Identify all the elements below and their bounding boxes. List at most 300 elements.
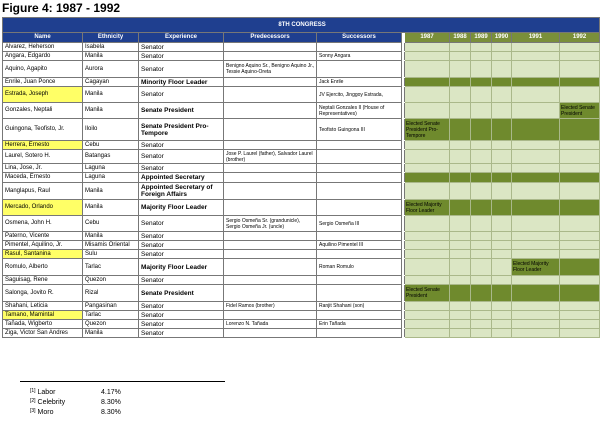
footnote-divider xyxy=(20,381,225,382)
experience-cell: Senate President xyxy=(139,285,224,302)
year-cell-1990 xyxy=(492,241,512,250)
senator-name: Gonzales, Neptali xyxy=(3,103,83,119)
table-row xyxy=(3,61,600,78)
year-cell-1988 xyxy=(450,150,471,164)
year-cell-1992 xyxy=(560,78,600,87)
senator-name: Maceda, Ernesto xyxy=(3,173,83,183)
year-cell-1988 xyxy=(450,173,471,183)
year-cell-1992: Elected Senate President xyxy=(560,103,600,119)
year-cell-1987: Elected Senate President Pro-Tempore xyxy=(405,119,450,141)
year-cell-1991 xyxy=(512,43,560,52)
experience-cell: Senator xyxy=(139,61,224,78)
predecessors-cell xyxy=(224,87,317,103)
year-cell-1991 xyxy=(512,285,560,302)
year-cell-1989 xyxy=(471,141,492,150)
year-cell-1990 xyxy=(492,200,512,216)
year-cell-1989 xyxy=(471,311,492,320)
successors-cell xyxy=(317,150,402,164)
year-cell-1988 xyxy=(450,61,471,78)
senator-name: Pimentel, Aquilino, Jr. xyxy=(3,241,83,250)
table-row xyxy=(3,78,600,87)
year-cell-1990 xyxy=(492,285,512,302)
year-cell-1989 xyxy=(471,119,492,141)
year-cell-1990 xyxy=(492,164,512,173)
table-row xyxy=(3,232,600,241)
year-cell-1987 xyxy=(405,150,450,164)
experience-cell: Appointed Secretary of Foreign Affairs xyxy=(139,183,224,200)
successors-cell xyxy=(317,164,402,173)
legend-label: Celebrity xyxy=(37,399,66,406)
year-cell-1988 xyxy=(450,164,471,173)
year-cell-1991 xyxy=(512,61,560,78)
successors-cell xyxy=(317,43,402,52)
table-row xyxy=(3,216,600,232)
year-cell-1989 xyxy=(471,103,492,119)
predecessors-cell xyxy=(224,285,317,302)
year-cell-1988 xyxy=(450,232,471,241)
header-name: Name xyxy=(3,33,83,43)
ethnicity-cell: Pangasinan xyxy=(83,302,139,311)
senator-name: Herrera, Ernesto xyxy=(3,141,83,150)
figure-title: Figure 4: 1987 - 1992 xyxy=(2,1,121,15)
year-cell-1990 xyxy=(492,61,512,78)
experience-cell: Senate President xyxy=(139,103,224,119)
experience-cell: Appointed Secretary xyxy=(139,173,224,183)
successors-cell xyxy=(317,311,402,320)
year-cell-1989 xyxy=(471,164,492,173)
year-cell-1988 xyxy=(450,183,471,200)
year-cell-1990 xyxy=(492,141,512,150)
header-predecessors: Predecessors xyxy=(224,33,317,43)
successors-cell: Roman Romulo xyxy=(317,259,402,276)
year-cell-1987 xyxy=(405,87,450,103)
predecessors-cell xyxy=(224,329,317,338)
year-cell-1990 xyxy=(492,119,512,141)
year-cell-1988 xyxy=(450,302,471,311)
successors-cell xyxy=(317,183,402,200)
year-cell-1987 xyxy=(405,311,450,320)
year-cell-1987 xyxy=(405,250,450,259)
predecessors-cell xyxy=(224,173,317,183)
table-row xyxy=(3,200,600,216)
header-year-1992: 1992 xyxy=(560,33,600,43)
senator-name: Ziga, Victor San Andres xyxy=(3,329,83,338)
year-cell-1987 xyxy=(405,302,450,311)
year-cell-1991 xyxy=(512,52,560,61)
successors-cell xyxy=(317,173,402,183)
year-cell-1990 xyxy=(492,311,512,320)
predecessors-cell xyxy=(224,164,317,173)
year-cell-1991 xyxy=(512,87,560,103)
year-cell-1992 xyxy=(560,311,600,320)
experience-cell: Senator xyxy=(139,250,224,259)
table-row xyxy=(3,87,600,103)
year-cell-1989 xyxy=(471,250,492,259)
successors-cell: Erin Tañada xyxy=(317,320,402,329)
header-successors: Successors xyxy=(317,33,402,43)
ethnicity-cell: Tarlac xyxy=(83,259,139,276)
experience-cell: Senator xyxy=(139,329,224,338)
successors-cell: Teofisto Guingona III xyxy=(317,119,402,141)
year-cell-1990 xyxy=(492,78,512,87)
year-cell-1992 xyxy=(560,43,600,52)
year-cell-1989 xyxy=(471,52,492,61)
year-cell-1991 xyxy=(512,103,560,119)
senator-name: Guingona, Teofisto, Jr. xyxy=(3,119,83,141)
successors-cell xyxy=(317,285,402,302)
year-cell-1988 xyxy=(450,285,471,302)
year-cell-1992 xyxy=(560,61,600,78)
senator-name: Alvarez, Heherson xyxy=(3,43,83,52)
ethnicity-cell: Laguna xyxy=(83,173,139,183)
year-cell-1990 xyxy=(492,183,512,200)
year-cell-1990 xyxy=(492,320,512,329)
year-cell-1991 xyxy=(512,232,560,241)
ethnicity-cell: Manila xyxy=(83,200,139,216)
header-year-1990: 1990 xyxy=(492,33,512,43)
year-cell-1992 xyxy=(560,232,600,241)
year-cell-1987: Elected Majority Floor Leader xyxy=(405,200,450,216)
experience-cell: Senator xyxy=(139,141,224,150)
year-cell-1987 xyxy=(405,43,450,52)
year-cell-1992 xyxy=(560,200,600,216)
year-cell-1987 xyxy=(405,320,450,329)
year-cell-1987 xyxy=(405,276,450,285)
table-row xyxy=(3,173,600,183)
experience-cell: Senator xyxy=(139,276,224,285)
ethnicity-cell: Laguna xyxy=(83,164,139,173)
predecessors-cell xyxy=(224,141,317,150)
year-cell-1989 xyxy=(471,78,492,87)
year-cell-1988 xyxy=(450,276,471,285)
year-cell-1989 xyxy=(471,183,492,200)
year-cell-1988 xyxy=(450,103,471,119)
year-cell-1988 xyxy=(450,259,471,276)
ethnicity-cell: Manila xyxy=(83,232,139,241)
year-cell-1987 xyxy=(405,241,450,250)
year-cell-1992 xyxy=(560,52,600,61)
experience-cell: Senator xyxy=(139,150,224,164)
ethnicity-cell: Quezon xyxy=(83,320,139,329)
year-cell-1989 xyxy=(471,232,492,241)
year-cell-1989 xyxy=(471,150,492,164)
year-cell-1992 xyxy=(560,276,600,285)
experience-cell: Senate President Pro-Tempore xyxy=(139,119,224,141)
year-cell-1991 xyxy=(512,164,560,173)
table-row xyxy=(3,119,600,141)
footnote-legend xyxy=(30,388,170,418)
header-year-1989: 1989 xyxy=(471,33,492,43)
header-year-1987: 1987 xyxy=(405,33,450,43)
year-cell-1991 xyxy=(512,311,560,320)
successors-cell xyxy=(317,200,402,216)
experience-cell: Senator xyxy=(139,320,224,329)
year-cell-1989 xyxy=(471,87,492,103)
year-cell-1992 xyxy=(560,119,600,141)
ethnicity-cell: Manila xyxy=(83,52,139,61)
header-ethnicity: Ethnicity xyxy=(83,33,139,43)
senator-name: Saguisag, Rene xyxy=(3,276,83,285)
year-cell-1992 xyxy=(560,173,600,183)
ethnicity-cell: Manila xyxy=(83,103,139,119)
ethnicity-cell: Tarlac xyxy=(83,311,139,320)
year-cell-1990 xyxy=(492,52,512,61)
year-cell-1992 xyxy=(560,320,600,329)
year-cell-1991 xyxy=(512,183,560,200)
year-cell-1992 xyxy=(560,302,600,311)
predecessors-cell xyxy=(224,200,317,216)
year-cell-1987 xyxy=(405,183,450,200)
year-cell-1989 xyxy=(471,329,492,338)
senator-name: Tañada, Wigberto xyxy=(3,320,83,329)
year-cell-1988 xyxy=(450,216,471,232)
year-cell-1990 xyxy=(492,87,512,103)
year-cell-1988 xyxy=(450,329,471,338)
experience-cell: Majority Floor Leader xyxy=(139,200,224,216)
table-row xyxy=(3,311,600,320)
successors-cell xyxy=(317,329,402,338)
table-row xyxy=(3,150,600,164)
legend-label: Labor xyxy=(37,389,56,396)
year-cell-1991 xyxy=(512,119,560,141)
successors-cell xyxy=(317,276,402,285)
year-cell-1992 xyxy=(560,250,600,259)
ethnicity-cell: Manila xyxy=(83,183,139,200)
year-cell-1987 xyxy=(405,52,450,61)
predecessors-cell xyxy=(224,241,317,250)
year-cell-1989 xyxy=(471,285,492,302)
successors-cell xyxy=(317,61,402,78)
year-cell-1988 xyxy=(450,311,471,320)
ethnicity-cell: Sulu xyxy=(83,250,139,259)
senator-name: Enrile, Juan Ponce xyxy=(3,78,83,87)
predecessors-cell xyxy=(224,78,317,87)
year-cell-1991 xyxy=(512,150,560,164)
table-row xyxy=(3,329,600,338)
predecessors-cell xyxy=(224,103,317,119)
table-row xyxy=(3,320,600,329)
year-cell-1991 xyxy=(512,173,560,183)
year-cell-1990 xyxy=(492,43,512,52)
year-cell-1989 xyxy=(471,61,492,78)
ethnicity-cell: Cebu xyxy=(83,141,139,150)
ethnicity-cell: Manila xyxy=(83,87,139,103)
year-cell-1992 xyxy=(560,141,600,150)
year-cell-1990 xyxy=(492,150,512,164)
footnote-mark: [2] xyxy=(30,398,36,404)
year-cell-1989 xyxy=(471,200,492,216)
predecessors-cell xyxy=(224,311,317,320)
table-row xyxy=(3,141,600,150)
year-cell-1987 xyxy=(405,61,450,78)
predecessors-cell xyxy=(224,43,317,52)
year-cell-1988 xyxy=(450,200,471,216)
year-cell-1987 xyxy=(405,329,450,338)
senator-name: Osmena, John H. xyxy=(3,216,83,232)
successors-cell: Aquilino Pimentel III xyxy=(317,241,402,250)
year-cell-1991: Elected Majority Floor Leader xyxy=(512,259,560,276)
year-cell-1989 xyxy=(471,259,492,276)
experience-cell: Senator xyxy=(139,164,224,173)
year-cell-1987: Elected Senate President xyxy=(405,285,450,302)
year-cell-1991 xyxy=(512,250,560,259)
header-year-1991: 1991 xyxy=(512,33,560,43)
year-cell-1988 xyxy=(450,43,471,52)
year-cell-1992 xyxy=(560,183,600,200)
year-cell-1991 xyxy=(512,200,560,216)
predecessors-cell xyxy=(224,119,317,141)
table-row xyxy=(3,183,600,200)
year-cell-1987 xyxy=(405,216,450,232)
predecessors-cell: Benigno Aquino Sr., Benigno Aquino Jr., Tessie Aquino-Oreta xyxy=(224,61,317,78)
footnote-mark: [1] xyxy=(30,388,36,394)
table-row xyxy=(3,164,600,173)
predecessors-cell: Fidel Ramos (brother) xyxy=(224,302,317,311)
successors-cell: Sergio Osmeña III xyxy=(317,216,402,232)
ethnicity-cell: Manila xyxy=(83,329,139,338)
legend-item xyxy=(30,398,170,408)
predecessors-cell xyxy=(224,52,317,61)
successors-cell: Ranjit Shahani (son) xyxy=(317,302,402,311)
successors-cell: JV Ejercito, Jinggoy Estrada, xyxy=(317,87,402,103)
ethnicity-cell: Isabela xyxy=(83,43,139,52)
senator-name: Rasul, Santanina xyxy=(3,250,83,259)
year-cell-1991 xyxy=(512,329,560,338)
successors-cell: Jack Enrile xyxy=(317,78,402,87)
legend-label: Moro xyxy=(37,409,54,416)
legend-value: 4.17% xyxy=(101,389,121,396)
header-experience: Experience xyxy=(139,33,224,43)
senator-name: Aquino, Agapito xyxy=(3,61,83,78)
year-cell-1989 xyxy=(471,216,492,232)
legend-value: 8.30% xyxy=(101,399,121,406)
legend-value: 8.30% xyxy=(101,409,121,416)
table-row xyxy=(3,259,600,276)
table-row xyxy=(3,302,600,311)
year-cell-1991 xyxy=(512,320,560,329)
predecessors-cell xyxy=(224,259,317,276)
legend-item xyxy=(30,408,170,418)
experience-cell: Senator xyxy=(139,216,224,232)
year-cell-1988 xyxy=(450,87,471,103)
table-row xyxy=(3,250,600,259)
year-cell-1990 xyxy=(492,216,512,232)
experience-cell: Minority Floor Leader xyxy=(139,78,224,87)
year-cell-1987 xyxy=(405,103,450,119)
year-cell-1991 xyxy=(512,276,560,285)
ethnicity-cell: Batangas xyxy=(83,150,139,164)
year-cell-1992 xyxy=(560,216,600,232)
year-cell-1990 xyxy=(492,103,512,119)
predecessors-cell: Jose P. Laurel (father), Salvador Laurel (brother) xyxy=(224,150,317,164)
year-cell-1988 xyxy=(450,241,471,250)
experience-cell: Senator xyxy=(139,241,224,250)
year-cell-1990 xyxy=(492,302,512,311)
year-cell-1991 xyxy=(512,78,560,87)
senator-name: Paterno, Vicente xyxy=(3,232,83,241)
successors-cell: Neptali Gonzales II (House of Representatives) xyxy=(317,103,402,119)
year-cell-1990 xyxy=(492,276,512,285)
year-cell-1990 xyxy=(492,232,512,241)
year-cell-1988 xyxy=(450,141,471,150)
ethnicity-cell: Cebu xyxy=(83,216,139,232)
table-row xyxy=(3,276,600,285)
year-cell-1988 xyxy=(450,320,471,329)
year-cell-1992 xyxy=(560,164,600,173)
successors-cell xyxy=(317,250,402,259)
predecessors-cell: Lorenzo N. Tañada xyxy=(224,320,317,329)
year-cell-1991 xyxy=(512,141,560,150)
experience-cell: Senator xyxy=(139,87,224,103)
ethnicity-cell: Quezon xyxy=(83,276,139,285)
experience-cell: Senator xyxy=(139,52,224,61)
legend-item xyxy=(30,388,170,398)
experience-cell: Senator xyxy=(139,311,224,320)
year-cell-1989 xyxy=(471,320,492,329)
senator-name: Romulo, Alberto xyxy=(3,259,83,276)
predecessors-cell: Sergio Osmeña Sr. (grandunicle), Sergio Osmeña Jr. (uncle) xyxy=(224,216,317,232)
year-cell-1988 xyxy=(450,250,471,259)
predecessors-cell xyxy=(224,183,317,200)
table-row xyxy=(3,285,600,302)
year-cell-1990 xyxy=(492,173,512,183)
experience-cell: Senator xyxy=(139,232,224,241)
successors-cell xyxy=(317,232,402,241)
year-cell-1989 xyxy=(471,43,492,52)
year-cell-1988 xyxy=(450,119,471,141)
year-cell-1989 xyxy=(471,241,492,250)
table-row xyxy=(3,241,600,250)
predecessors-cell xyxy=(224,250,317,259)
ethnicity-cell: Cagayan xyxy=(83,78,139,87)
experience-cell: Senator xyxy=(139,43,224,52)
year-cell-1987 xyxy=(405,232,450,241)
year-cell-1992 xyxy=(560,329,600,338)
year-cell-1991 xyxy=(512,216,560,232)
congress-banner: 8TH CONGRESS xyxy=(3,18,600,33)
year-cell-1992 xyxy=(560,285,600,302)
year-cell-1987 xyxy=(405,78,450,87)
year-cell-1987 xyxy=(405,259,450,276)
year-cell-1987 xyxy=(405,164,450,173)
ethnicity-cell: Rizal xyxy=(83,285,139,302)
year-cell-1987 xyxy=(405,173,450,183)
senator-name: Lina, Jose, Jr. xyxy=(3,164,83,173)
senator-name: Estrada, Joseph xyxy=(3,87,83,103)
year-cell-1987 xyxy=(405,141,450,150)
table-row xyxy=(3,52,600,61)
year-cell-1990 xyxy=(492,259,512,276)
year-cell-1989 xyxy=(471,302,492,311)
header-year-1988: 1988 xyxy=(450,33,471,43)
year-cell-1992 xyxy=(560,150,600,164)
year-cell-1989 xyxy=(471,173,492,183)
senator-name: Shahani, Leticia xyxy=(3,302,83,311)
year-cell-1991 xyxy=(512,241,560,250)
ethnicity-cell: Iloilo xyxy=(83,119,139,141)
predecessors-cell xyxy=(224,232,317,241)
year-cell-1992 xyxy=(560,87,600,103)
predecessors-cell xyxy=(224,276,317,285)
senator-name: Salonga, Jovito R. xyxy=(3,285,83,302)
congress-table xyxy=(2,17,600,338)
year-cell-1988 xyxy=(450,52,471,61)
successors-cell xyxy=(317,141,402,150)
senator-name: Manglapus, Raul xyxy=(3,183,83,200)
senator-name: Angara, Edgardo xyxy=(3,52,83,61)
year-cell-1990 xyxy=(492,250,512,259)
experience-cell: Majority Floor Leader xyxy=(139,259,224,276)
